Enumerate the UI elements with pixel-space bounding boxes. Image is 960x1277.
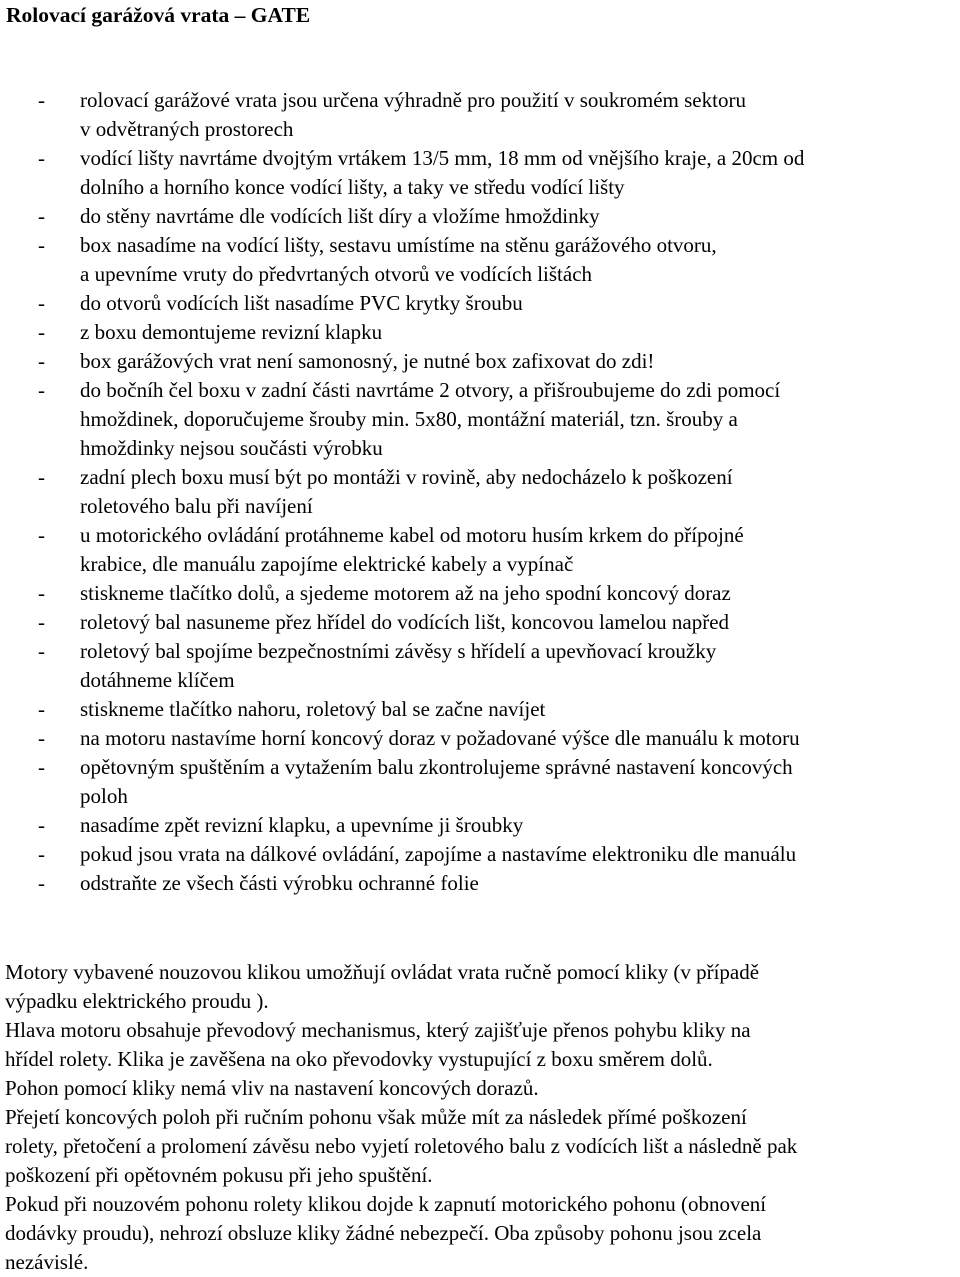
note-paragraph: Motory vybavené nouzovou klikou umožňují ovládat vrata ručně pomocí kliky (v případě výpadku elektrického proudu ). (5, 960, 760, 1013)
bullet-dash: - (38, 813, 45, 837)
bullet-dash: - (38, 465, 45, 489)
instruction-text: pokud jsou vrata na dálkové ovládání, zapojíme a nastavíme elektroniku dle manuálu (80, 842, 797, 866)
instruction-item (0, 608, 960, 637)
bullet-dash: - (38, 378, 45, 402)
instruction-item (0, 318, 960, 347)
instruction-item (0, 231, 960, 289)
instruction-text: do otvorů vodících lišt nasadíme PVC krytky šroubu (80, 291, 523, 315)
instruction-item (0, 869, 960, 898)
note-paragraph: Hlava motoru obsahuje převodový mechanismus, který zajišťuje přenos pohybu kliky na hřídel rolety. Klika je zavěšena na oko převodovky vystupující z boxu směrem dolů. (5, 1018, 751, 1071)
instruction-item (0, 376, 960, 463)
bullet-dash: - (38, 610, 45, 634)
instruction-text: zadní plech boxu musí být po montáži v rovině, aby nedocházelo k poškození roletového balu při navíjení (80, 465, 733, 518)
bullet-dash: - (38, 291, 45, 315)
instruction-text: rolovací garážové vrata jsou určena výhradně pro použití v soukromém sektoru v odvětraných prostorech (80, 88, 746, 141)
instruction-text: stiskneme tlačítko nahoru, roletový bal se začne navíjet (80, 697, 546, 721)
instruction-item (0, 811, 960, 840)
instruction-text: na motoru nastavíme horní koncový doraz v požadované výšce dle manuálu k motoru (80, 726, 800, 750)
bullet-dash: - (38, 726, 45, 750)
bullet-dash: - (38, 146, 45, 170)
instruction-text: u motorického ovládání protáhneme kabel od motoru husím krkem do přípojné krabice, dle manuálu zapojíme elektrické kabely a vypínač (80, 523, 744, 576)
instruction-text: nasadíme zpět revizní klapku, a upevníme ji šroubky (80, 813, 524, 837)
instruction-text: odstraňte ze všech části výrobku ochranné folie (80, 871, 479, 895)
bullet-dash: - (38, 349, 45, 373)
note-paragraph: Pohon pomocí kliky nemá vliv na nastavení koncových dorazů. (5, 1076, 539, 1100)
instruction-item (0, 840, 960, 869)
bullet-dash: - (38, 842, 45, 866)
instruction-item (0, 695, 960, 724)
bullet-dash: - (38, 233, 45, 257)
instruction-text: z boxu demontujeme revizní klapku (80, 320, 383, 344)
bullet-dash: - (38, 320, 45, 344)
instruction-text: do bočníh čel boxu v zadní části navrtáme 2 otvory, a přišroubujeme do zdi pomocí hmoždinek, doporučujeme šrouby min. 5x80, montážní materiál, tzn. šrouby a hmoždinky nejsou součásti výrobku (80, 378, 781, 460)
instruction-item (0, 579, 960, 608)
bullet-dash: - (38, 871, 45, 895)
instruction-text: vodící lišty navrtáme dvojtým vrtákem 13/5 mm, 18 mm od vnějšího kraje, a 20cm od dolního a horního konce vodící lišty, a taky ve středu vodící lišty (80, 146, 805, 199)
instruction-item (0, 202, 960, 231)
notes-section (5, 958, 960, 1277)
instruction-text: box nasadíme na vodící lišty, sestavu umístíme na stěnu garážového otvoru, a upevníme vruty do předvrtaných otvorů ve vodících lištách (80, 233, 717, 286)
instruction-item (0, 463, 960, 521)
bullet-dash: - (38, 88, 45, 112)
instruction-item (0, 637, 960, 695)
bullet-dash: - (38, 581, 45, 605)
instruction-list (0, 86, 960, 898)
bullet-dash: - (38, 755, 45, 779)
instruction-text: opětovným spuštěním a vytažením balu zkontrolujeme správné nastavení koncových poloh (80, 755, 793, 808)
instruction-item (0, 521, 960, 579)
instruction-item (0, 289, 960, 318)
instruction-item (0, 144, 960, 202)
instruction-text: do stěny navrtáme dle vodících lišt díry a vložíme hmoždinky (80, 204, 600, 228)
instruction-item (0, 724, 960, 753)
instruction-text: roletový bal nasuneme přez hřídel do vodících lišt, koncovou lamelou napřed (80, 610, 730, 634)
document-title: Rolovací garážová vrata – GATE (6, 3, 311, 27)
bullet-dash: - (38, 204, 45, 228)
instruction-item (0, 753, 960, 811)
instruction-text: stiskneme tlačítko dolů, a sjedeme motorem až na jeho spodní koncový doraz (80, 581, 731, 605)
bullet-dash: - (38, 523, 45, 547)
bullet-dash: - (38, 697, 45, 721)
instruction-text: roletový bal spojíme bezpečnostními závěsy s hřídelí a upevňovací kroužky dotáhneme klíčem (80, 639, 717, 692)
instruction-text: box garážových vrat není samonosný, je nutné box zafixovat do zdi! (80, 349, 655, 373)
note-paragraph: Pokud při nouzovém pohonu rolety klikou dojde k zapnutí motorického pohonu (obnovení dodávky proudu), nehrozí obsluze kliky žádné nebezpečí. Oba způsoby pohonu jsou zcela nezávislé. (5, 1192, 767, 1274)
bullet-dash: - (38, 639, 45, 663)
instruction-item (0, 86, 960, 144)
note-paragraph: Přejetí koncových poloh při ručním pohonu však může mít za následek přímé poškození rolety, přetočení a prolomení závěsu nebo vyjetí roletového balu z vodících lišt a následně pak poškození při opětovném pokusu při jeho spuštění. (5, 1105, 798, 1187)
instruction-item (0, 347, 960, 376)
